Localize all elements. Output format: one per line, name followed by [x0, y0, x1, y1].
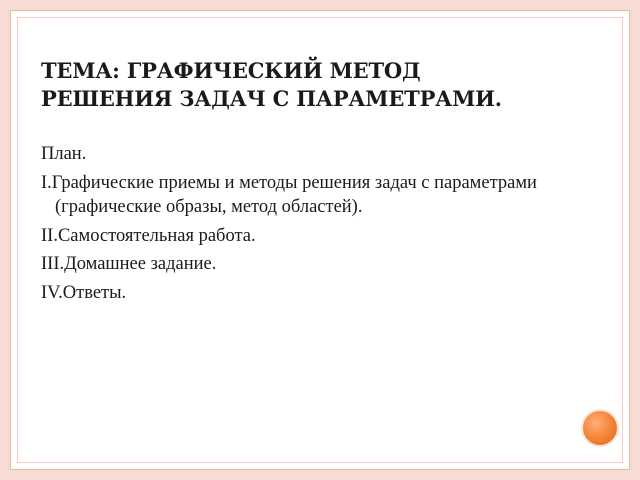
slide [10, 10, 630, 470]
plan-item-2: II.Самостоятельная работа. [41, 225, 256, 246]
plan-item-1: I.Графические приемы и методы решения задач с параметрами (графические образы, метод областей). [41, 172, 537, 217]
slide-title-line-1: ТЕМА: ГРАФИЧЕСКИЙ МЕТОД [41, 58, 421, 83]
plan-item-4: IV.Ответы. [41, 282, 127, 303]
slide-title [41, 57, 601, 113]
plan-list [41, 142, 581, 309]
plan-item-3: III.Домашнее задание. [41, 254, 217, 274]
slide-title-line-2: РЕШЕНИЯ ЗАДАЧ С ПАРАМЕТРАМИ. [41, 86, 502, 111]
plan-heading: План. [41, 144, 87, 164]
orange-circle-icon [583, 411, 617, 445]
